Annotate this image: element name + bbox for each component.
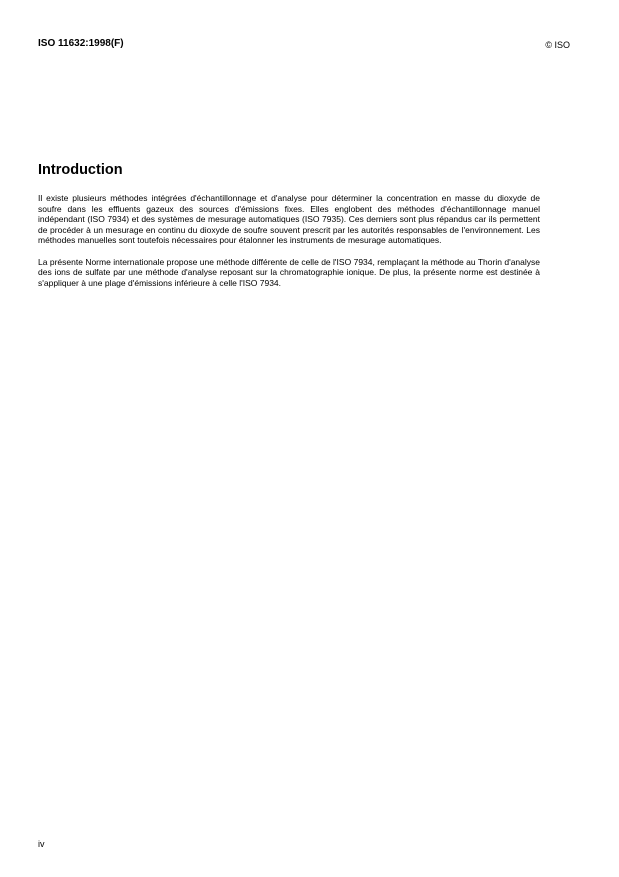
document-id: ISO 11632:1998(F): [38, 38, 124, 49]
introduction-body: [38, 193, 540, 299]
paragraph-1: Il existe plusieurs méthodes intégrées d'échantillonnage et d'analyse pour déterminer la concentration en masse du dioxyde de soufre dans les effluents gazeux des sources d'émissions fixes. Elles englobent des méthodes d'échantillonnage manuel indépendant (ISO 7934) et des systèmes de mesurage automatiques (ISO 7935). Ces derniers sont plus répandus car ils permettent de procéder à un mesurage en continu du dioxyde de soufre souvent prescrit par les autorités responsables de l'environnement. Les méthodes manuelles sont toutefois nécessaires pour étalonner les instruments de mesurage automatiques.: [38, 193, 540, 246]
page-number: iv: [38, 839, 45, 849]
copyright-notice: © ISO: [545, 40, 570, 50]
paragraph-2: La présente Norme internationale propose une méthode différente de celle de l'ISO 7934, remplaçant la méthode au Thorin d'analyse des ions de sulfate par une méthode d'analyse reposant sur la chromatographie ionique. De plus, la présente norme est destinée à s'appliquer à une plage d'émissions inférieure à celle l'ISO 7934.: [38, 256, 540, 288]
page-title: Introduction: [38, 162, 123, 178]
